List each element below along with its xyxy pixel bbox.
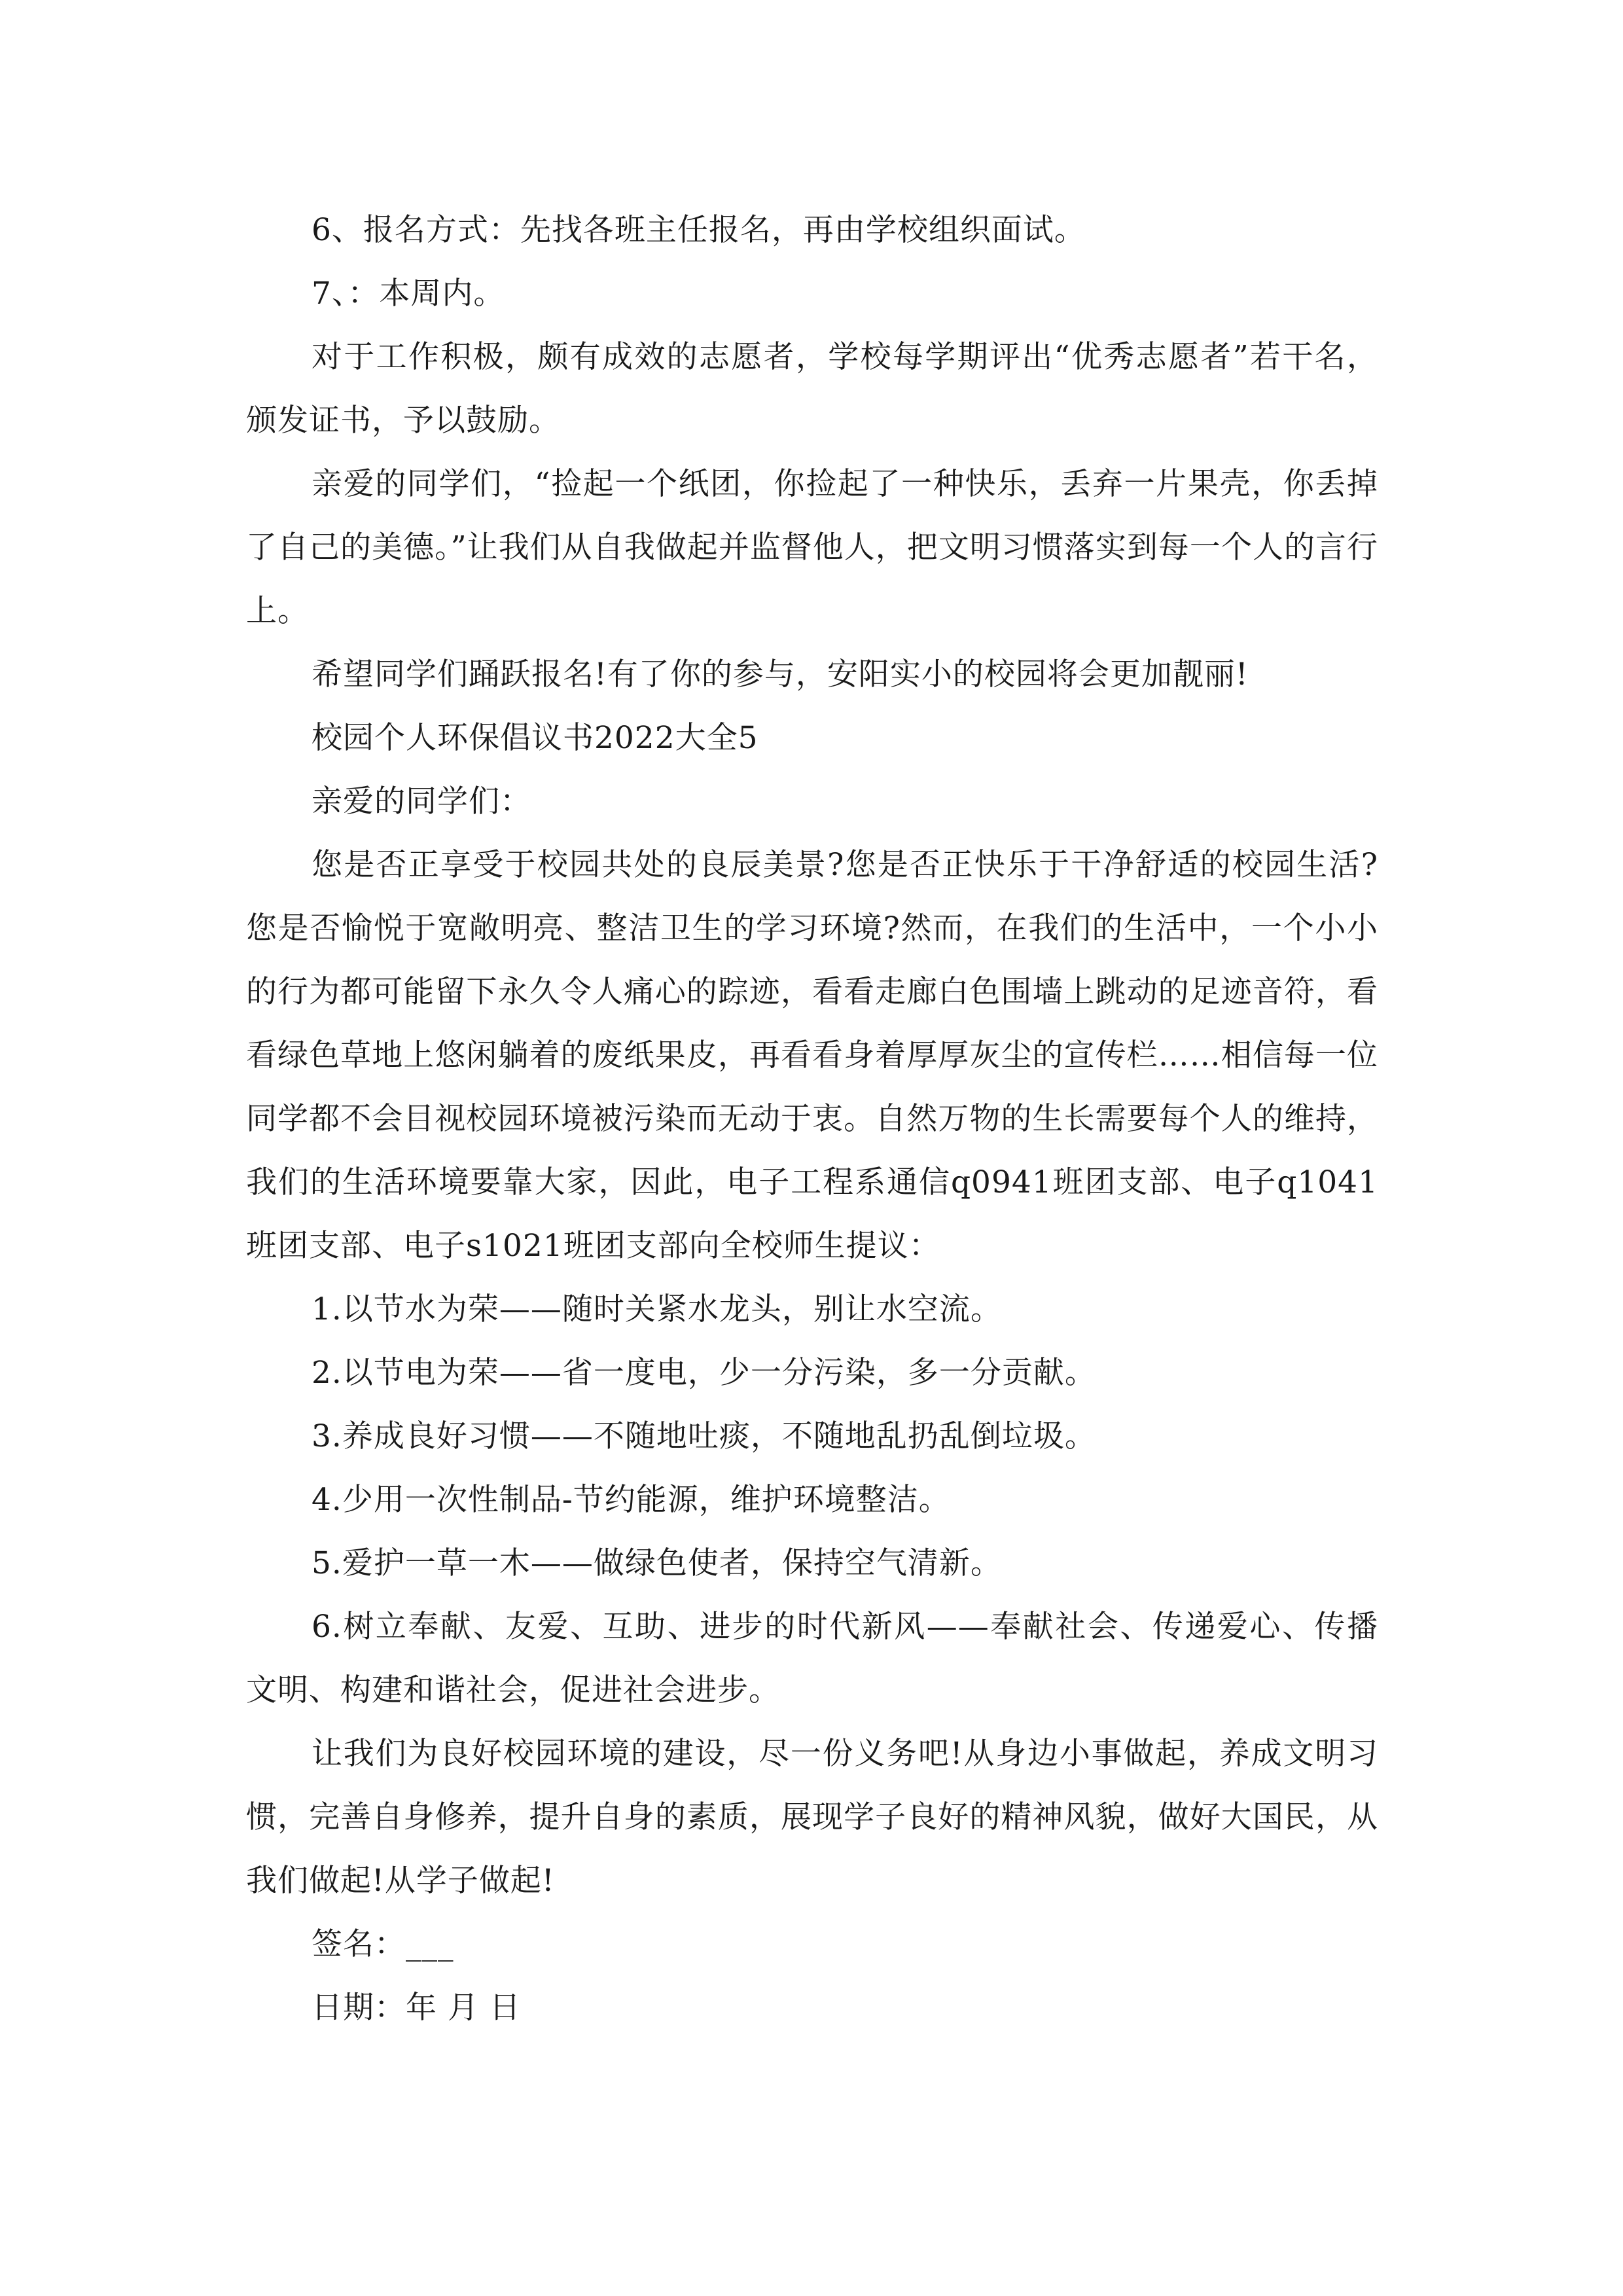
list-item: 4.少用一次性制品-节约能源，维护环境整洁。 bbox=[312, 1482, 950, 1518]
paragraph: 亲爱的同学们，“捡起一个纸团，你捡起了一种快乐，丢弃一片果壳，你丢掉了自己的美德。”让我们从自我做起并监督他人，把文明习惯落实到每一个人的言行上。 bbox=[246, 466, 1378, 629]
signature-line bbox=[246, 1912, 1378, 1976]
section-heading: 校园个人环保倡议书2022大全5 bbox=[312, 720, 758, 756]
list-item: 6.树立奉献、友爱、互助、进步的时代新风——奉献社会、传递爱心、传播文明、构建和谐社会，促进社会进步。 bbox=[246, 1609, 1378, 1708]
list-item: 3.养成良好习惯——不随地吐痰，不随地乱扔乱倒垃圾。 bbox=[312, 1418, 1096, 1454]
list-item: 2.以节电为荣——省一度电，少一分污染，多一分贡献。 bbox=[312, 1355, 1096, 1391]
document-body bbox=[246, 198, 1378, 2039]
paragraph: 希望同学们踊跃报名!有了你的参与，安阳实小的校园将会更加靓丽! bbox=[312, 656, 1249, 692]
list-item: 1.以节水为荣——随时关紧水龙头，别让水空流。 bbox=[312, 1291, 1002, 1327]
paragraph: 6、报名方式：先找各班主任报名，再由学校组织面试。 bbox=[312, 212, 1086, 248]
paragraph: 让我们为良好校园环境的建设，尽一份义务吧!从身边小事做起，养成文明习惯，完善自身修养，提升自身的素质，展现学子良好的精神风貌，做好大国民，从我们做起!从学子做起! bbox=[246, 1736, 1378, 1899]
paragraph: 对于工作积极，颇有成效的志愿者，学校每学期评出“优秀志愿者”若干名，颁发证书，予以鼓励。 bbox=[246, 339, 1378, 439]
paragraph: 7、：本周内。 bbox=[312, 276, 505, 312]
list-item: 5.爱护一草一木——做绿色使者，保持空气清新。 bbox=[312, 1545, 1002, 1581]
signature-label: 签名： bbox=[312, 1926, 406, 1962]
date-line: 日期：年 月 日 bbox=[312, 1990, 521, 2026]
paragraph: 您是否正享受于校园共处的良辰美景?您是否正快乐于干净舒适的校园生活?您是否愉悦于宽敞明亮、整洁卫生的学习环境?然而，在我们的生活中，一个小小的行为都可能留下永久令人痛心的踪迹，看看走廊白色围墙上跳动的足迹音符，看看绿色草地上悠闲躺着的废纸果皮，再看看身着厚厚灰尘的宣传栏……相信每一位同学都不会目视校园环境被污染而无动于衷。自然万物的生长需要每个人的维持，我们的生活环境要靠大家，因此，电子工程系通信q0941班团支部、电子q1041班团支部、电子s1021班团支部向全校师生提议： bbox=[246, 847, 1378, 1264]
salutation: 亲爱的同学们： bbox=[312, 783, 531, 819]
signature-blank: ___ bbox=[406, 1926, 454, 1962]
